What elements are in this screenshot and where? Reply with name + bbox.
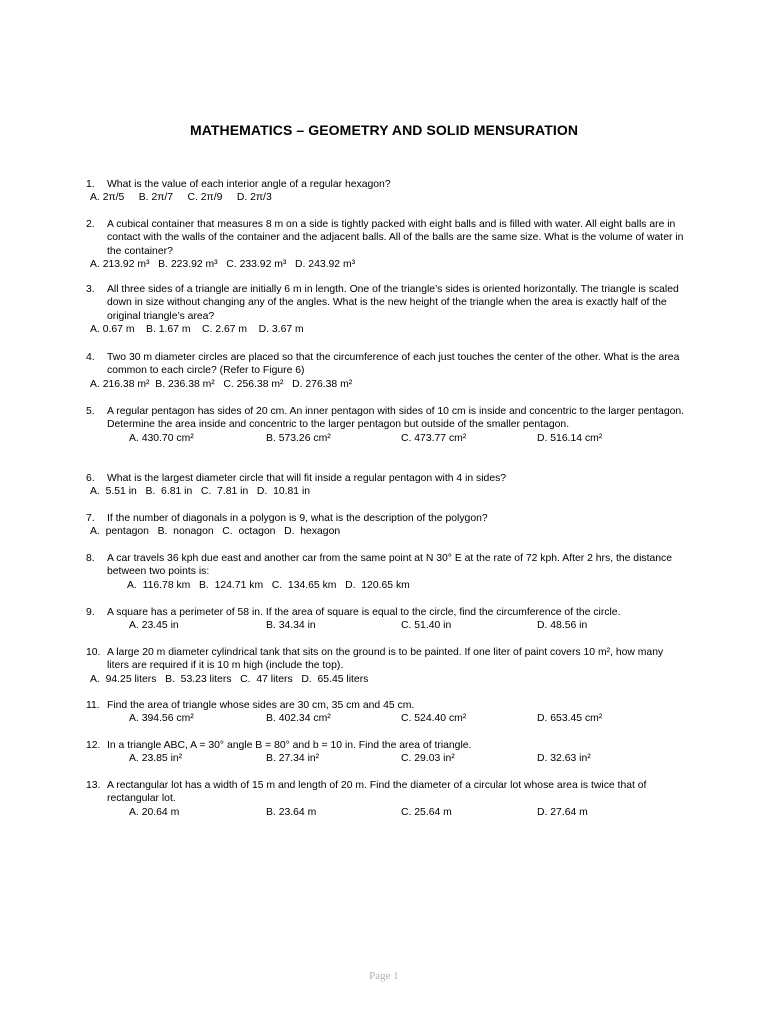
question-number: 8. (86, 553, 95, 564)
question-7 (86, 512, 686, 539)
question-text: A square has a perimeter of 58 in. If the area of square is equal to the circle, find the circumference of the circle. (107, 607, 621, 618)
question-text: A regular pentagon has sides of 20 cm. An inner pentagon with sides of 10 cm is inside and concentric to the larger pentagon. Determine the area inside and concentric to the larger pentagon but outside of the smaller pentagon. (107, 406, 685, 431)
question-text: Two 30 m diameter circles are placed so that the circumference of each just touches the center of the other. What is the area common to each circle? (Refer to Figure 6) (107, 352, 680, 377)
question-8 (86, 552, 686, 592)
page-title: MATHEMATICS – GEOMETRY AND SOLID MENSURATION (189, 122, 579, 138)
option-c: C. 51.40 in (401, 620, 452, 632)
question-number: 3. (86, 284, 95, 295)
answer-options (86, 752, 686, 765)
option-c: C. 25.64 m (401, 806, 452, 818)
question-text: A cubical container that measures 8 m on a side is tightly packed with eight balls and is filled with water. All eight balls are in contact with the walls of the container and the adjacent balls. All of the balls are the same size. What is the volume of water in the container? (107, 219, 684, 257)
question-text: What is the value of each interior angle of a regular hexagon? (107, 179, 391, 190)
question-6 (86, 472, 686, 499)
option-a: A. 20.64 m (129, 806, 180, 818)
answer-options: A. pentagon B. nonagon C. octagon D. hexagon (90, 526, 341, 538)
question-number: 4. (86, 352, 95, 363)
question-text: A rectangular lot has a width of 15 m and length of 20 m. Find the diameter of a circular lot whose area is twice that of rectangular lot. (107, 780, 647, 805)
option-d: D. 653.45 cm² (537, 713, 603, 725)
answer-options: A. 216.38 m² B. 236.38 m² C. 256.38 m² D. 276.38 m² (90, 378, 353, 390)
page-footer: Page 1 (369, 970, 399, 982)
option-a: A. 23.45 in (129, 620, 179, 632)
answer-options (86, 806, 686, 819)
option-c: C. 524.40 cm² (401, 713, 467, 725)
question-number: 11. (86, 700, 100, 711)
question-text: A car travels 36 kph due east and another car from the same point at N 30° E at the rate of 72 kph. After 2 hrs, the distance between two points is: (107, 553, 672, 578)
option-b: B. 573.26 cm² (266, 432, 331, 444)
option-d: D. 27.64 m (537, 806, 588, 818)
question-number: 7. (86, 513, 95, 524)
question-number: 2. (86, 219, 95, 230)
question-3 (86, 283, 686, 337)
answer-options (86, 619, 686, 632)
option-a: A. 430.70 cm² (129, 432, 194, 444)
option-b: B. 27.34 in² (266, 753, 320, 765)
question-text: In a triangle ABC, A = 30° angle B = 80° and b = 10 in. Find the area of triangle. (107, 740, 472, 751)
answer-options: A. 2π/5 B. 2π/7 C. 2π/9 D. 2π/3 (90, 192, 272, 204)
option-b: B. 23.64 m (266, 806, 317, 818)
question-12 (86, 739, 686, 766)
question-text: All three sides of a triangle are initially 6 m in length. One of the triangle’s sides is oriented horizontally. The triangle is scaled down in size without changing any of the angles. What is the new height of the triangle when the area is exactly half of the original triangle’s area? (107, 284, 679, 322)
option-d: D. 516.14 cm² (537, 432, 603, 444)
option-a: A. 23.85 in² (129, 753, 183, 765)
answer-options: A. 94.25 liters B. 53.23 liters C. 47 liters D. 65.45 liters (90, 673, 369, 685)
question-number: 12. (86, 740, 101, 751)
question-number: 13. (86, 780, 101, 791)
answer-options (86, 712, 686, 725)
question-9 (86, 606, 686, 633)
question-text: Find the area of triangle whose sides are 30 cm, 35 cm and 45 cm. (107, 700, 415, 711)
question-10 (86, 646, 686, 686)
question-number: 5. (86, 406, 95, 417)
question-1 (86, 178, 686, 205)
answer-options: A. 213.92 m³ B. 223.92 m³ C. 233.92 m³ D. 243.92 m³ (90, 259, 356, 271)
question-4 (86, 351, 686, 391)
question-number: 1. (86, 179, 95, 190)
option-c: C. 29.03 in² (401, 753, 455, 765)
option-d: D. 32.63 in² (537, 753, 591, 765)
question-2 (86, 218, 686, 272)
option-b: B. 402.34 cm² (266, 713, 331, 725)
question-text: A large 20 m diameter cylindrical tank that sits on the ground is to be painted. If one liter of paint covers 10 m², how many liters are required if it is 10 m high (include the top). (107, 647, 664, 672)
option-c: C. 473.77 cm² (401, 432, 467, 444)
question-text: If the number of diagonals in a polygon is 9, what is the description of the polygon? (107, 513, 488, 524)
answer-options: A. 116.78 km B. 124.71 km C. 134.65 km D. 120.65 km (127, 579, 410, 591)
answer-options: A. 0.67 m B. 1.67 m C. 2.67 m D. 3.67 m (90, 324, 304, 336)
question-number: 6. (86, 473, 95, 484)
option-b: B. 34.34 in (266, 620, 316, 632)
answer-options: A. 5.51 in B. 6.81 in C. 7.81 in D. 10.81 in (90, 486, 311, 498)
question-number: 10. (86, 647, 101, 658)
question-11 (86, 699, 686, 726)
question-number: 9. (86, 607, 95, 618)
option-d: D. 48.56 in (537, 620, 588, 632)
question-5 (86, 405, 686, 445)
question-text: What is the largest diameter circle that will fit inside a regular pentagon with 4 in sides? (107, 473, 507, 484)
option-a: A. 394.56 cm² (129, 713, 194, 725)
answer-options (86, 432, 686, 445)
question-13 (86, 779, 686, 819)
